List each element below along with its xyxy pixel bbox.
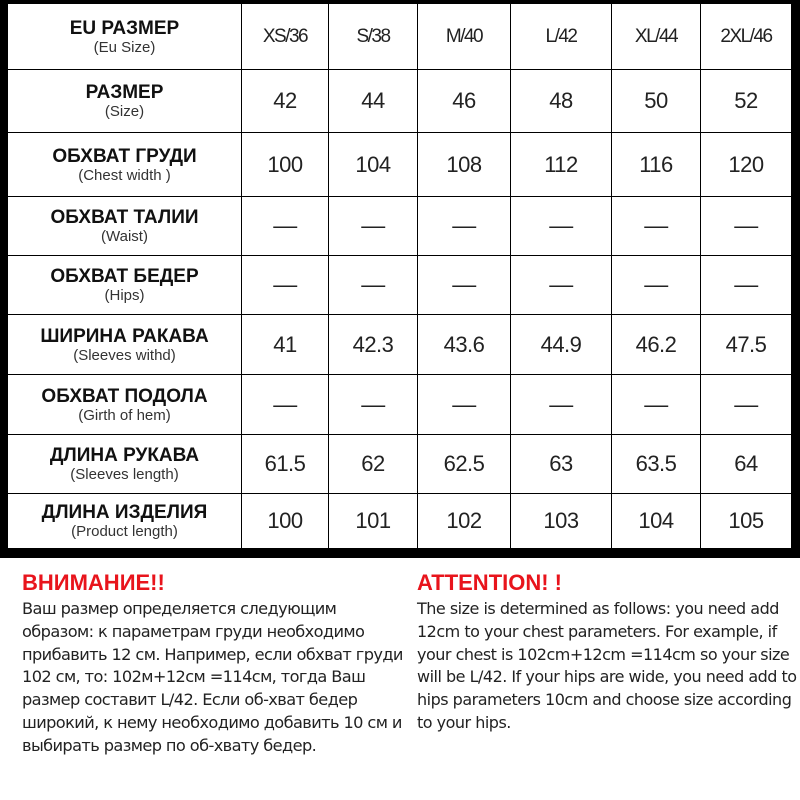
row-label-cell (8, 197, 242, 256)
value-cell (418, 494, 511, 549)
cell-value: 63.5 (635, 451, 677, 476)
cell-value: 43.6 (443, 331, 485, 357)
row-label-en: (Chest width ) (78, 166, 171, 184)
cell-value: 62 (361, 451, 385, 476)
value-cell (418, 435, 511, 494)
cell-value: 42 (273, 88, 297, 113)
size-header-cell (701, 4, 792, 70)
table-row (8, 494, 792, 549)
cell-value: 52 (734, 88, 758, 113)
value-cell (242, 315, 329, 375)
value-cell (701, 70, 792, 133)
size-header-value: S/38 (356, 25, 390, 47)
cell-value: –– (734, 391, 758, 417)
value-cell (511, 70, 612, 133)
header-label-ru: EU РАЗМЕР (69, 17, 180, 39)
cell-value: –– (273, 272, 297, 297)
notice-english (417, 570, 800, 735)
value-cell (701, 256, 792, 315)
size-header-value: XL/44 (634, 25, 678, 47)
cell-value: –– (644, 272, 668, 297)
notice-body-en: The size is determined as follows: you need add 12cm to your chest parameters. For example, if your chest is 102cm+12cm =114cm so your size will be L/42. If your hips are wide, you need add to hips parameters 10cm and choose size according to your hips. (417, 599, 797, 732)
cell-value: 62.5 (443, 451, 485, 476)
cell-value: –– (273, 391, 297, 417)
cell-value: 100 (267, 151, 303, 177)
cell-value: –– (273, 213, 297, 238)
cell-value: 103 (543, 508, 579, 533)
row-label-cell (8, 494, 242, 549)
row-label-ru: ОБХВАТ БЕДЕР (50, 266, 199, 287)
value-cell (511, 494, 612, 549)
row-label-en: (Sleeves withd) (73, 346, 176, 364)
row-label-en: (Waist) (101, 228, 148, 245)
cell-value: –– (361, 272, 385, 297)
notice-russian (22, 570, 407, 758)
cell-value: 48 (549, 88, 573, 113)
value-cell (511, 435, 612, 494)
cell-value: 64 (734, 451, 758, 476)
cell-value: 100 (267, 508, 303, 533)
size-chart (7, 3, 791, 548)
value-cell (511, 315, 612, 375)
value-cell (701, 435, 792, 494)
notice-body-ru: Ваш размер определяется следующим образом: к параметрам груди необходимо прибавить 12 см. Например, если обхват груди 102 см, то: 102м+12см =114см, тогда Ваш размер составит L/42. Если об-хват бедер широкий, к нему необходимо добавить 10 см и выбирать размер по об-хвату бедер. (22, 599, 403, 755)
cell-value: 47.5 (725, 331, 767, 357)
value-cell (701, 197, 792, 256)
value-cell (242, 256, 329, 315)
cell-value: –– (644, 391, 668, 417)
value-cell (242, 197, 329, 256)
header-row (8, 4, 792, 70)
value-cell (329, 197, 418, 256)
cell-value: 63 (549, 451, 573, 476)
size-header-cell (511, 4, 612, 70)
cell-value: 46.2 (635, 331, 677, 357)
row-label-en: (Size) (104, 103, 145, 120)
value-cell (418, 133, 511, 197)
value-cell (612, 494, 701, 549)
table-row (8, 375, 792, 435)
cell-value: 104 (355, 151, 391, 177)
table-row (8, 70, 792, 133)
value-cell (329, 133, 418, 197)
cell-value: –– (361, 391, 385, 417)
cell-value: 42.3 (352, 331, 394, 357)
size-header-cell (242, 4, 329, 70)
row-label-ru: ОБХВАТ ПОДОЛА (41, 385, 208, 407)
value-cell (329, 256, 418, 315)
value-cell (242, 70, 329, 133)
value-cell (612, 315, 701, 375)
row-label-en: (Sleeves length) (70, 466, 179, 483)
value-cell (418, 315, 511, 375)
row-label-ru: ОБХВАТ ТАЛИИ (50, 207, 199, 228)
table-row (8, 315, 792, 375)
size-header-value: 2XL/46 (720, 25, 772, 47)
cell-value: 44.9 (540, 331, 582, 357)
cell-value: 101 (355, 508, 391, 533)
table-row (8, 435, 792, 494)
value-cell (612, 435, 701, 494)
value-cell (418, 70, 511, 133)
table-row (8, 133, 792, 197)
cell-value: 102 (446, 508, 482, 533)
cell-value: 112 (544, 151, 578, 177)
row-label-ru: ДЛИНА РУКАВА (49, 445, 200, 466)
header-label-cell (8, 4, 242, 70)
row-label-ru: РАЗМЕР (85, 82, 164, 103)
cell-value: 105 (728, 508, 764, 533)
cell-value: 61.5 (264, 451, 306, 476)
value-cell (701, 315, 792, 375)
row-label-cell (8, 315, 242, 375)
cell-value: –– (452, 213, 476, 238)
cell-value: –– (549, 272, 573, 297)
value-cell (511, 133, 612, 197)
row-label-en: (Product length) (71, 523, 178, 540)
cell-value: 120 (728, 151, 764, 177)
size-header-cell (329, 4, 418, 70)
cell-value: –– (549, 391, 573, 417)
row-label-en: (Hips) (104, 287, 145, 304)
value-cell (612, 70, 701, 133)
cell-value: –– (734, 272, 758, 297)
value-cell (418, 256, 511, 315)
cell-value: –– (452, 272, 476, 297)
row-label-ru: ОБХВАТ ГРУДИ (52, 145, 197, 167)
cell-value: 116 (639, 151, 673, 177)
value-cell (701, 133, 792, 197)
value-cell (242, 133, 329, 197)
table-row (8, 256, 792, 315)
cell-value: 50 (644, 88, 668, 113)
value-cell (329, 70, 418, 133)
size-header-cell (418, 4, 511, 70)
cell-value: 108 (446, 151, 482, 177)
notice-title-en: ATTENTION! ! (417, 570, 563, 595)
row-label-cell (8, 70, 242, 133)
value-cell (329, 435, 418, 494)
row-label-cell (8, 375, 242, 435)
table-row (8, 197, 792, 256)
value-cell (612, 133, 701, 197)
header-label-en: (Eu Size) (93, 38, 156, 56)
cell-value: 41 (273, 331, 297, 357)
value-cell (701, 494, 792, 549)
value-cell (242, 375, 329, 435)
notice-title-ru: ВНИМАНИЕ!! (22, 570, 165, 595)
size-header-cell (612, 4, 701, 70)
value-cell (511, 375, 612, 435)
value-cell (511, 197, 612, 256)
value-cell (418, 375, 511, 435)
cell-value: –– (452, 391, 476, 417)
row-label-en: (Girth of hem) (78, 406, 171, 424)
value-cell (418, 197, 511, 256)
value-cell (612, 256, 701, 315)
value-cell (242, 435, 329, 494)
row-label-cell (8, 435, 242, 494)
value-cell (612, 197, 701, 256)
value-cell (701, 375, 792, 435)
row-label-cell (8, 256, 242, 315)
cell-value: –– (549, 213, 573, 238)
cell-value: –– (644, 213, 668, 238)
size-table (7, 3, 792, 549)
value-cell (329, 494, 418, 549)
size-header-value: M/40 (445, 25, 483, 47)
size-header-value: L/42 (545, 25, 577, 47)
value-cell (329, 315, 418, 375)
row-label-cell (8, 133, 242, 197)
cell-value: 44 (361, 88, 385, 113)
value-cell (511, 256, 612, 315)
notes-section (0, 558, 800, 800)
cell-value: 104 (638, 508, 674, 533)
row-label-ru: ДЛИНА ИЗДЕЛИЯ (41, 502, 208, 523)
cell-value: –– (734, 213, 758, 238)
value-cell (612, 375, 701, 435)
value-cell (242, 494, 329, 549)
cell-value: –– (361, 213, 385, 238)
row-label-ru: ШИРИНА РАКАВА (40, 325, 209, 347)
value-cell (329, 375, 418, 435)
size-header-value: XS/36 (262, 25, 308, 47)
cell-value: 46 (452, 88, 476, 113)
